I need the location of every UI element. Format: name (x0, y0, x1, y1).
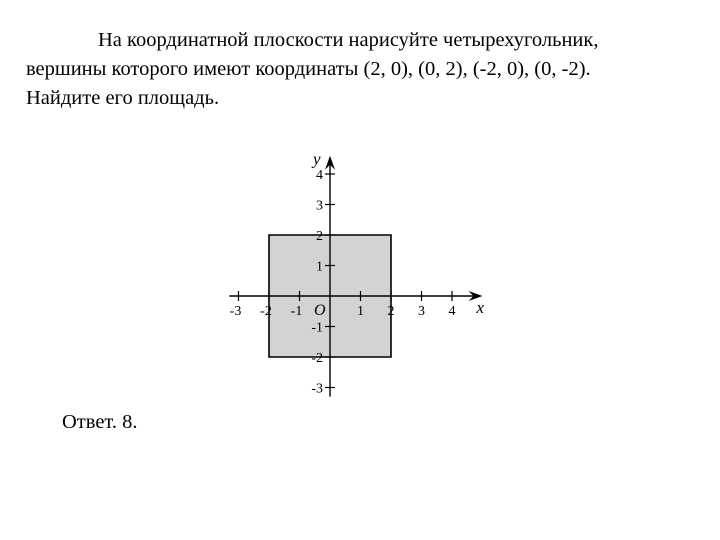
x-tick-label-1: 1 (357, 304, 364, 319)
y-tick-label--2: -2 (311, 351, 323, 366)
y-axis-label: y (313, 149, 321, 169)
answer-text: Ответ. 8. (62, 411, 138, 433)
x-tick-label-4: 4 (448, 304, 456, 319)
x-axis-label: x (476, 298, 485, 317)
coordinate-plane-figure (210, 138, 510, 408)
y-tick-label-2: 2 (316, 229, 323, 244)
origin-label: O (314, 302, 326, 319)
coordinate-plane (210, 138, 510, 408)
x-tick-label-2: 2 (387, 304, 395, 319)
x-tick-label--1: -1 (290, 304, 303, 319)
problem-line-1: На координатной плоскости нарисуйте четырехугольник, (98, 29, 599, 51)
x-tick-label--2: -2 (260, 304, 272, 319)
problem-statement (26, 26, 706, 113)
y-tick-label-1: 1 (316, 259, 323, 275)
x-tick-label-3: 3 (418, 304, 425, 319)
x-tick-label--3: -3 (229, 304, 242, 319)
problem-line-2: вершины которого имеют координаты (2, 0), (0, 2), (-2, 0), (0, -2). (26, 58, 591, 80)
y-tick-label-4: 4 (316, 168, 323, 183)
problem-line-3: Найдите его площадь. (26, 87, 220, 109)
y-tick-label-3: 3 (316, 198, 323, 214)
y-tick-label--3: -3 (311, 381, 323, 397)
y-tick-label--1: -1 (311, 320, 323, 336)
